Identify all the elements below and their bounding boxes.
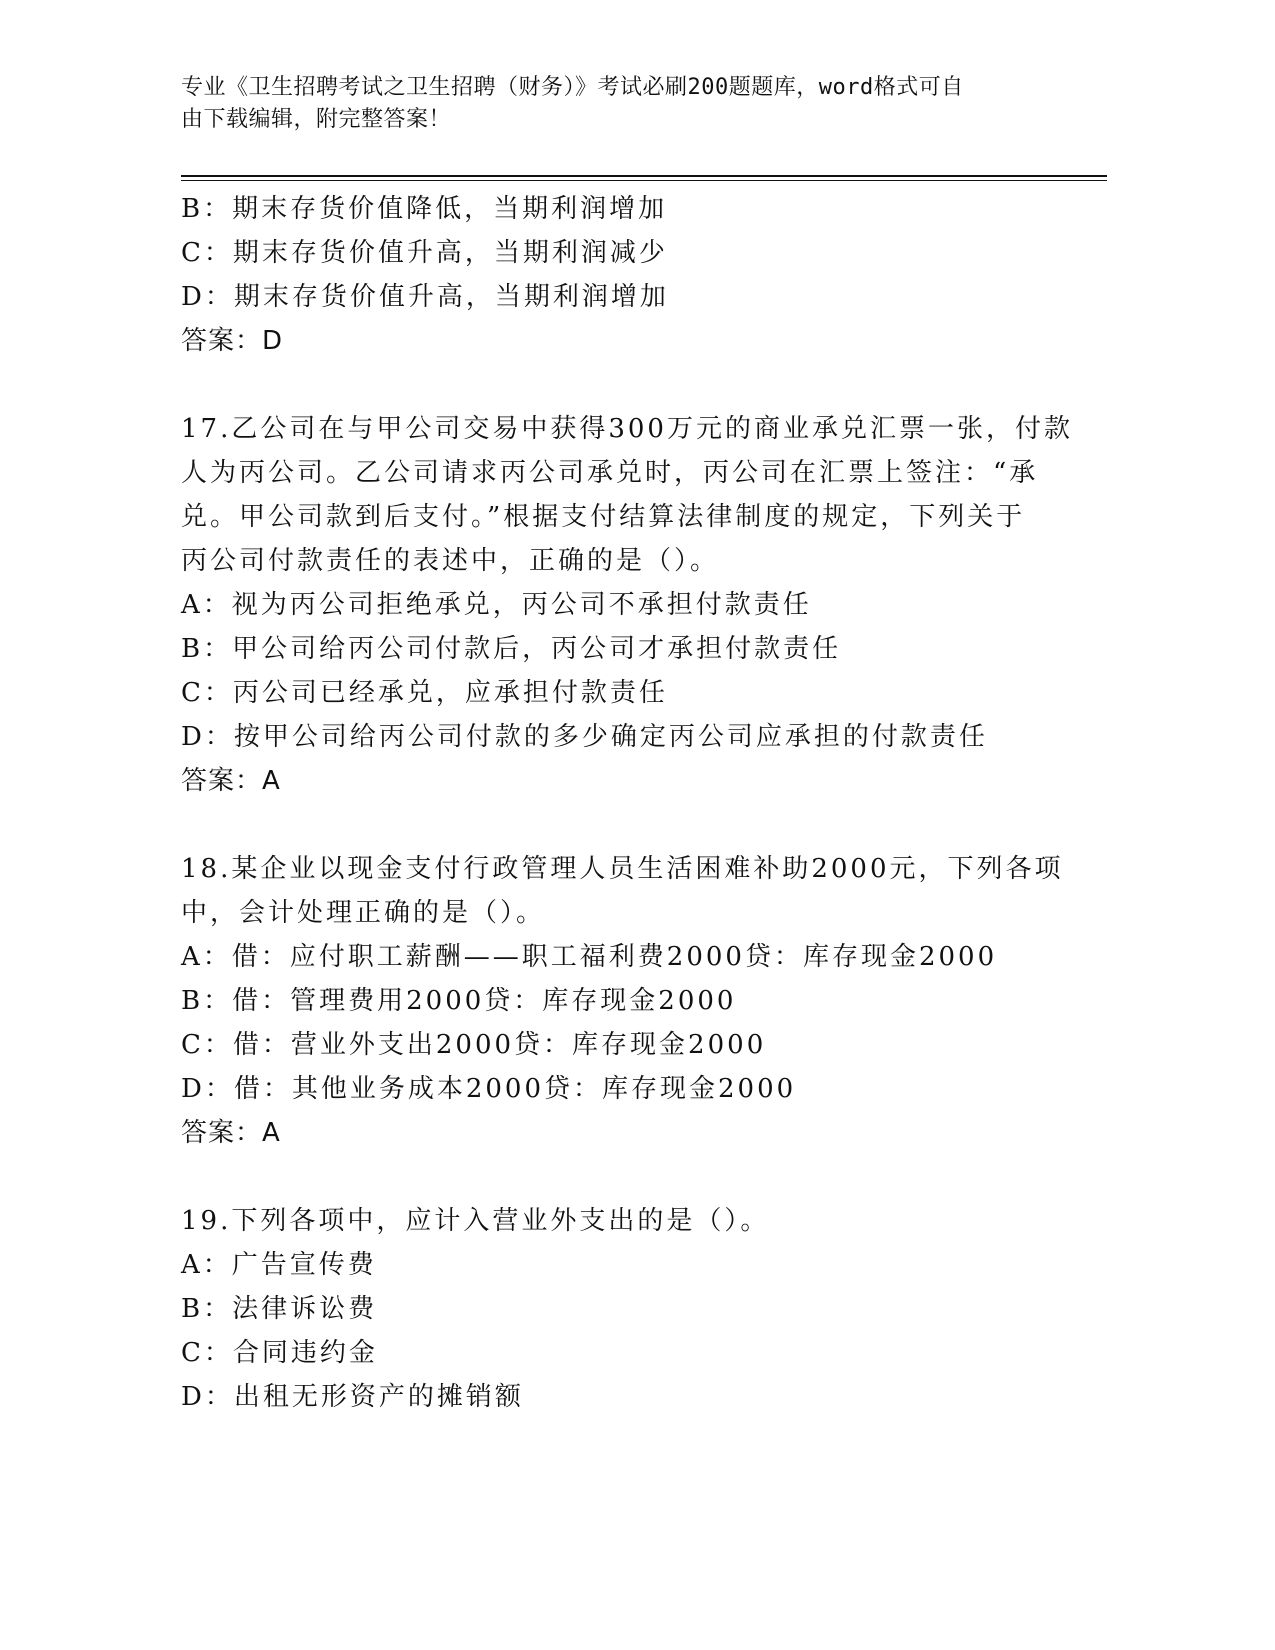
question-stem-line: 兑。甲公司款到后支付。”根据支付结算法律制度的规定，下列关于 bbox=[181, 502, 1026, 532]
question-spacer bbox=[181, 363, 1061, 407]
option-c: C：丙公司已经承兑，应承担付款责任 bbox=[181, 678, 668, 708]
question-list bbox=[181, 187, 1073, 1419]
question-stem-line: 中，会计处理正确的是（）。 bbox=[181, 898, 546, 928]
header-divider-thin bbox=[181, 180, 1107, 181]
option-a: A：广告宣传费 bbox=[181, 1250, 377, 1280]
question-19 bbox=[181, 1199, 1061, 1419]
question-stem-line: 18.某企业以现金支付行政管理人员生活困难补助2000元，下列各项 bbox=[181, 854, 1064, 884]
header-line-2: 由下载编辑，附完整答案！ bbox=[181, 107, 452, 132]
option-c: C：合同违约金 bbox=[181, 1338, 378, 1368]
option-b: B：借：管理费用2000贷：库存现金2000 bbox=[181, 986, 737, 1016]
question-stem-line: 17.乙公司在与甲公司交易中获得300万元的商业承兑汇票一张，付款 bbox=[181, 414, 1073, 444]
option-b: B：法律诉讼费 bbox=[181, 1294, 378, 1324]
question-stem-line: 19.下列各项中，应计入营业外支出的是（）。 bbox=[181, 1206, 770, 1236]
option-d: D：借：其他业务成本2000贷：库存现金2000 bbox=[181, 1074, 797, 1104]
answer-line: 答案：A bbox=[181, 1118, 281, 1148]
option-b: B：期末存货价值降低，当期利润增加 bbox=[181, 194, 668, 224]
question-spacer bbox=[181, 803, 1061, 847]
header-line-1: 专业《卫生招聘考试之卫生招聘（财务）》考试必刷200题题库，word格式可自 bbox=[181, 75, 964, 100]
question-spacer bbox=[181, 1155, 1061, 1199]
question-stem-line: 人为丙公司。乙公司请求丙公司承兑时，丙公司在汇票上签注：“承 bbox=[181, 458, 1039, 488]
question-17 bbox=[181, 407, 1073, 803]
option-d: D：出租无形资产的摊销额 bbox=[181, 1382, 524, 1412]
question-stem-line: 丙公司付款责任的表述中，正确的是（）。 bbox=[181, 546, 720, 576]
option-a: A：借：应付职工薪酬——职工福利费2000贷：库存现金2000 bbox=[181, 942, 998, 972]
document-header bbox=[181, 72, 1061, 136]
option-a: A：视为丙公司拒绝承兑，丙公司不承担付款责任 bbox=[181, 590, 812, 620]
option-d: D：期末存货价值升高，当期利润增加 bbox=[181, 282, 669, 312]
answer-line: 答案：A bbox=[181, 766, 281, 796]
option-c: C：期末存货价值升高，当期利润减少 bbox=[181, 238, 668, 268]
option-d: D：按甲公司给丙公司付款的多少确定丙公司应承担的付款责任 bbox=[181, 722, 988, 752]
question-16-tail bbox=[181, 187, 1061, 363]
header-divider-thick bbox=[181, 175, 1107, 177]
answer-line: 答案：D bbox=[181, 326, 284, 356]
option-c: C：借：营业外支出2000贷：库存现金2000 bbox=[181, 1030, 767, 1060]
option-b: B：甲公司给丙公司付款后，丙公司才承担付款责任 bbox=[181, 634, 842, 664]
question-18 bbox=[181, 847, 1064, 1155]
